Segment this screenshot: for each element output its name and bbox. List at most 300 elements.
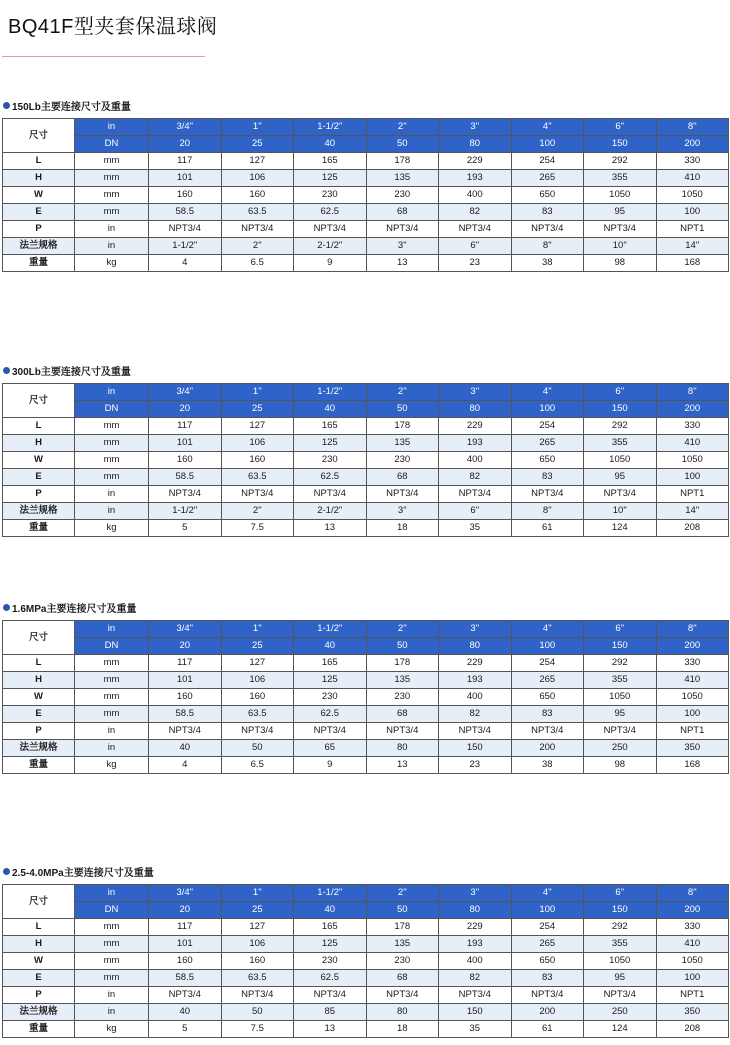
value-cell: 230 — [294, 689, 367, 706]
value-cell: NPT3/4 — [366, 987, 439, 1004]
value-cell: 23 — [439, 255, 512, 272]
row-label-cell: W — [3, 689, 75, 706]
value-cell: 330 — [656, 418, 729, 435]
table-row — [3, 970, 729, 987]
value-cell: 650 — [511, 689, 584, 706]
table-row — [3, 723, 729, 740]
table-row — [3, 255, 729, 272]
value-cell: NPT3/4 — [221, 486, 294, 503]
dn-size-cell: 25 — [221, 902, 294, 919]
table-row — [3, 469, 729, 486]
value-cell: 168 — [656, 255, 729, 272]
row-unit-cell: kg — [75, 255, 149, 272]
row-label-cell: 法兰规格 — [3, 238, 75, 255]
value-cell: 95 — [584, 706, 657, 723]
dn-size-cell: 150 — [584, 136, 657, 153]
value-cell: NPT3/4 — [439, 987, 512, 1004]
value-cell: 63.5 — [221, 469, 294, 486]
value-cell: 10" — [584, 503, 657, 520]
unit-in-header-cell: in — [75, 119, 149, 136]
in-size-cell: 4" — [511, 885, 584, 902]
row-unit-cell: mm — [75, 706, 149, 723]
table-row — [3, 740, 729, 757]
value-cell: 117 — [149, 418, 222, 435]
value-cell: 200 — [511, 740, 584, 757]
row-label-cell: H — [3, 936, 75, 953]
value-cell: 83 — [511, 469, 584, 486]
row-unit-cell: in — [75, 238, 149, 255]
value-cell: 13 — [294, 520, 367, 537]
value-cell: 13 — [366, 255, 439, 272]
value-cell: 400 — [439, 187, 512, 204]
value-cell: 80 — [366, 1004, 439, 1021]
value-cell: 63.5 — [221, 706, 294, 723]
value-cell: 2" — [221, 503, 294, 520]
header-row-in — [3, 119, 729, 136]
value-cell: NPT3/4 — [584, 723, 657, 740]
value-cell: NPT1 — [656, 486, 729, 503]
value-cell: 82 — [439, 204, 512, 221]
row-unit-cell: mm — [75, 689, 149, 706]
row-label-cell: 重量 — [3, 520, 75, 537]
value-cell: 3" — [366, 503, 439, 520]
size-header-cell: 尺寸 — [3, 621, 75, 655]
in-size-cell: 2" — [366, 119, 439, 136]
value-cell: 23 — [439, 757, 512, 774]
value-cell: NPT3/4 — [584, 486, 657, 503]
value-cell: 650 — [511, 187, 584, 204]
value-cell: 101 — [149, 672, 222, 689]
value-cell: 106 — [221, 170, 294, 187]
value-cell: NPT3/4 — [366, 486, 439, 503]
row-unit-cell: in — [75, 1004, 149, 1021]
in-size-cell: 4" — [511, 119, 584, 136]
value-cell: NPT3/4 — [366, 723, 439, 740]
value-cell: 125 — [294, 936, 367, 953]
value-cell: NPT3/4 — [439, 221, 512, 238]
section-heading-text: 300Lb主要连接尺寸及重量 — [12, 366, 131, 378]
value-cell: NPT3/4 — [294, 486, 367, 503]
value-cell: 165 — [294, 418, 367, 435]
value-cell: 85 — [294, 1004, 367, 1021]
value-cell: 10" — [584, 238, 657, 255]
value-cell: 38 — [511, 757, 584, 774]
value-cell: 254 — [511, 418, 584, 435]
row-label-cell: E — [3, 706, 75, 723]
header-row-dn — [3, 638, 729, 655]
in-size-cell: 6" — [584, 621, 657, 638]
value-cell: 1-1/2" — [149, 238, 222, 255]
value-cell: 95 — [584, 204, 657, 221]
value-cell: 230 — [294, 953, 367, 970]
dn-size-cell: 20 — [149, 136, 222, 153]
row-unit-cell: kg — [75, 1021, 149, 1038]
bullet-dot-icon — [3, 868, 10, 875]
value-cell: 1050 — [656, 452, 729, 469]
row-label-cell: H — [3, 435, 75, 452]
unit-dn-header-cell: DN — [75, 401, 149, 418]
in-size-cell: 3/4" — [149, 885, 222, 902]
unit-in-header-cell: in — [75, 885, 149, 902]
value-cell: 178 — [366, 153, 439, 170]
value-cell: NPT3/4 — [511, 723, 584, 740]
row-unit-cell: in — [75, 221, 149, 238]
value-cell: 1050 — [584, 689, 657, 706]
spec-table — [2, 383, 729, 537]
value-cell: 150 — [439, 1004, 512, 1021]
dn-size-cell: 20 — [149, 401, 222, 418]
value-cell: 35 — [439, 1021, 512, 1038]
row-unit-cell: mm — [75, 919, 149, 936]
value-cell: 193 — [439, 672, 512, 689]
table-row — [3, 520, 729, 537]
value-cell: 4 — [149, 255, 222, 272]
in-size-cell: 4" — [511, 621, 584, 638]
spec-table — [2, 118, 729, 272]
in-size-cell: 6" — [584, 119, 657, 136]
value-cell: 13 — [366, 757, 439, 774]
header-row-in — [3, 384, 729, 401]
row-unit-cell: mm — [75, 469, 149, 486]
value-cell: 160 — [221, 689, 294, 706]
value-cell: 2-1/2" — [294, 238, 367, 255]
value-cell: 400 — [439, 953, 512, 970]
value-cell: 80 — [366, 740, 439, 757]
value-cell: 40 — [149, 740, 222, 757]
row-label-cell: L — [3, 153, 75, 170]
value-cell: 230 — [366, 452, 439, 469]
value-cell: 8" — [511, 503, 584, 520]
value-cell: 83 — [511, 706, 584, 723]
value-cell: NPT3/4 — [294, 723, 367, 740]
dn-size-cell: 25 — [221, 638, 294, 655]
dn-size-cell: 25 — [221, 136, 294, 153]
table-row — [3, 221, 729, 238]
row-unit-cell: in — [75, 503, 149, 520]
section-heading-text: 150Lb主要连接尺寸及重量 — [12, 101, 131, 113]
row-unit-cell: mm — [75, 153, 149, 170]
value-cell: 410 — [656, 435, 729, 452]
table-row — [3, 757, 729, 774]
value-cell: 68 — [366, 706, 439, 723]
value-cell: 117 — [149, 919, 222, 936]
value-cell: 38 — [511, 255, 584, 272]
in-size-cell: 1" — [221, 621, 294, 638]
value-cell: NPT3/4 — [149, 723, 222, 740]
in-size-cell: 3/4" — [149, 621, 222, 638]
spec-table — [2, 884, 729, 1038]
value-cell: 14" — [656, 238, 729, 255]
in-size-cell: 3" — [439, 119, 512, 136]
dn-size-cell: 20 — [149, 902, 222, 919]
value-cell: 83 — [511, 970, 584, 987]
value-cell: 9 — [294, 757, 367, 774]
value-cell: 5 — [149, 1021, 222, 1038]
value-cell: 230 — [294, 452, 367, 469]
in-size-cell: 1-1/2" — [294, 384, 367, 401]
dn-size-cell: 150 — [584, 401, 657, 418]
row-unit-cell: mm — [75, 204, 149, 221]
table-row — [3, 503, 729, 520]
row-unit-cell: mm — [75, 655, 149, 672]
in-size-cell: 1" — [221, 384, 294, 401]
row-label-cell: 重量 — [3, 1021, 75, 1038]
in-size-cell: 1-1/2" — [294, 885, 367, 902]
dn-size-cell: 100 — [511, 401, 584, 418]
row-label-cell: W — [3, 452, 75, 469]
table-row — [3, 706, 729, 723]
in-size-cell: 1" — [221, 119, 294, 136]
row-label-cell: 重量 — [3, 255, 75, 272]
table-row — [3, 418, 729, 435]
dn-size-cell: 20 — [149, 638, 222, 655]
value-cell: 13 — [294, 1021, 367, 1038]
value-cell: 355 — [584, 672, 657, 689]
value-cell: 265 — [511, 435, 584, 452]
value-cell: 9 — [294, 255, 367, 272]
value-cell: 83 — [511, 204, 584, 221]
value-cell: 265 — [511, 936, 584, 953]
row-label-cell: L — [3, 919, 75, 936]
value-cell: 292 — [584, 655, 657, 672]
in-size-cell: 8" — [656, 384, 729, 401]
value-cell: 400 — [439, 452, 512, 469]
value-cell: NPT1 — [656, 221, 729, 238]
row-unit-cell: mm — [75, 936, 149, 953]
unit-in-header-cell: in — [75, 621, 149, 638]
value-cell: 62.5 — [294, 204, 367, 221]
in-size-cell: 2" — [366, 621, 439, 638]
spec-section — [2, 361, 728, 537]
unit-dn-header-cell: DN — [75, 136, 149, 153]
value-cell: 292 — [584, 418, 657, 435]
value-cell: 14" — [656, 503, 729, 520]
value-cell: 106 — [221, 672, 294, 689]
row-label-cell: W — [3, 187, 75, 204]
value-cell: 229 — [439, 153, 512, 170]
value-cell: 160 — [221, 452, 294, 469]
value-cell: 165 — [294, 153, 367, 170]
dn-size-cell: 100 — [511, 902, 584, 919]
row-label-cell: 法兰规格 — [3, 740, 75, 757]
value-cell: 117 — [149, 655, 222, 672]
value-cell: NPT3/4 — [584, 987, 657, 1004]
value-cell: 95 — [584, 970, 657, 987]
value-cell: 1050 — [656, 689, 729, 706]
unit-dn-header-cell: DN — [75, 902, 149, 919]
dn-size-cell: 25 — [221, 401, 294, 418]
section-heading — [2, 598, 728, 616]
value-cell: 68 — [366, 970, 439, 987]
value-cell: 135 — [366, 435, 439, 452]
value-cell: 1050 — [656, 187, 729, 204]
value-cell: 168 — [656, 757, 729, 774]
value-cell: 127 — [221, 153, 294, 170]
value-cell: 4 — [149, 757, 222, 774]
value-cell: NPT3/4 — [294, 987, 367, 1004]
value-cell: 40 — [149, 1004, 222, 1021]
dn-size-cell: 150 — [584, 638, 657, 655]
value-cell: 18 — [366, 520, 439, 537]
value-cell: 7.5 — [221, 520, 294, 537]
value-cell: 150 — [439, 740, 512, 757]
value-cell: NPT3/4 — [221, 221, 294, 238]
value-cell: 65 — [294, 740, 367, 757]
row-label-cell: 法兰规格 — [3, 1004, 75, 1021]
value-cell: 355 — [584, 170, 657, 187]
spec-table — [2, 620, 729, 774]
value-cell: 6.5 — [221, 255, 294, 272]
dn-size-cell: 40 — [294, 136, 367, 153]
size-header-cell: 尺寸 — [3, 885, 75, 919]
table-row — [3, 1021, 729, 1038]
value-cell: 82 — [439, 706, 512, 723]
value-cell: 68 — [366, 469, 439, 486]
value-cell: 61 — [511, 520, 584, 537]
unit-in-header-cell: in — [75, 384, 149, 401]
value-cell: 50 — [221, 1004, 294, 1021]
value-cell: 230 — [366, 187, 439, 204]
table-row — [3, 435, 729, 452]
value-cell: 292 — [584, 919, 657, 936]
dn-size-cell: 80 — [439, 638, 512, 655]
value-cell: 50 — [221, 740, 294, 757]
value-cell: NPT3/4 — [439, 723, 512, 740]
in-size-cell: 3" — [439, 885, 512, 902]
row-unit-cell: in — [75, 740, 149, 757]
value-cell: NPT3/4 — [149, 486, 222, 503]
value-cell: 8" — [511, 238, 584, 255]
row-label-cell: H — [3, 170, 75, 187]
value-cell: 650 — [511, 953, 584, 970]
table-row — [3, 238, 729, 255]
title-divider — [2, 56, 205, 57]
header-row-in — [3, 885, 729, 902]
value-cell: 125 — [294, 435, 367, 452]
value-cell: 250 — [584, 740, 657, 757]
value-cell: 95 — [584, 469, 657, 486]
value-cell: NPT3/4 — [439, 486, 512, 503]
spec-section — [2, 598, 728, 774]
value-cell: 106 — [221, 936, 294, 953]
value-cell: NPT3/4 — [221, 987, 294, 1004]
value-cell: 230 — [366, 953, 439, 970]
value-cell: 229 — [439, 919, 512, 936]
value-cell: NPT3/4 — [511, 486, 584, 503]
value-cell: 106 — [221, 435, 294, 452]
value-cell: 101 — [149, 936, 222, 953]
value-cell: 62.5 — [294, 469, 367, 486]
value-cell: 193 — [439, 435, 512, 452]
row-unit-cell: in — [75, 723, 149, 740]
value-cell: NPT3/4 — [511, 987, 584, 1004]
value-cell: 125 — [294, 170, 367, 187]
value-cell: 62.5 — [294, 706, 367, 723]
value-cell: 178 — [366, 655, 439, 672]
value-cell: 410 — [656, 936, 729, 953]
value-cell: 58.5 — [149, 970, 222, 987]
value-cell: 100 — [656, 706, 729, 723]
in-size-cell: 2" — [366, 384, 439, 401]
in-size-cell: 8" — [656, 621, 729, 638]
value-cell: NPT3/4 — [149, 221, 222, 238]
value-cell: 254 — [511, 153, 584, 170]
value-cell: 160 — [149, 953, 222, 970]
table-row — [3, 953, 729, 970]
value-cell: 330 — [656, 919, 729, 936]
value-cell: 124 — [584, 520, 657, 537]
value-cell: 135 — [366, 170, 439, 187]
value-cell: NPT3/4 — [366, 221, 439, 238]
value-cell: 410 — [656, 672, 729, 689]
value-cell: 229 — [439, 655, 512, 672]
size-header-cell: 尺寸 — [3, 119, 75, 153]
value-cell: 98 — [584, 757, 657, 774]
value-cell: 165 — [294, 655, 367, 672]
value-cell: 82 — [439, 970, 512, 987]
dn-size-cell: 80 — [439, 136, 512, 153]
row-unit-cell: mm — [75, 970, 149, 987]
header-row-in — [3, 621, 729, 638]
value-cell: 208 — [656, 520, 729, 537]
value-cell: 117 — [149, 153, 222, 170]
bullet-dot-icon — [3, 102, 10, 109]
value-cell: 400 — [439, 689, 512, 706]
value-cell: 350 — [656, 1004, 729, 1021]
in-size-cell: 4" — [511, 384, 584, 401]
row-label-cell: 法兰规格 — [3, 503, 75, 520]
value-cell: 58.5 — [149, 469, 222, 486]
value-cell: 68 — [366, 204, 439, 221]
value-cell: NPT1 — [656, 987, 729, 1004]
in-size-cell: 3/4" — [149, 384, 222, 401]
header-row-dn — [3, 136, 729, 153]
value-cell: 193 — [439, 936, 512, 953]
dn-size-cell: 200 — [656, 136, 729, 153]
value-cell: 250 — [584, 1004, 657, 1021]
table-row — [3, 672, 729, 689]
in-size-cell: 3/4" — [149, 119, 222, 136]
value-cell: 160 — [149, 452, 222, 469]
table-row — [3, 655, 729, 672]
value-cell: 165 — [294, 919, 367, 936]
value-cell: 63.5 — [221, 204, 294, 221]
section-heading — [2, 96, 728, 114]
table-row — [3, 987, 729, 1004]
value-cell: 230 — [366, 689, 439, 706]
value-cell: 160 — [149, 689, 222, 706]
dn-size-cell: 50 — [366, 136, 439, 153]
row-label-cell: L — [3, 655, 75, 672]
value-cell: 101 — [149, 170, 222, 187]
value-cell: 135 — [366, 936, 439, 953]
dn-size-cell: 50 — [366, 902, 439, 919]
value-cell: 125 — [294, 672, 367, 689]
row-unit-cell: kg — [75, 757, 149, 774]
section-heading — [2, 862, 728, 880]
value-cell: 62.5 — [294, 970, 367, 987]
value-cell: 61 — [511, 1021, 584, 1038]
value-cell: 2-1/2" — [294, 503, 367, 520]
table-row — [3, 936, 729, 953]
row-label-cell: H — [3, 672, 75, 689]
value-cell: NPT3/4 — [221, 723, 294, 740]
value-cell: 127 — [221, 418, 294, 435]
value-cell: 160 — [221, 953, 294, 970]
in-size-cell: 3" — [439, 621, 512, 638]
value-cell: 58.5 — [149, 204, 222, 221]
value-cell: 160 — [149, 187, 222, 204]
